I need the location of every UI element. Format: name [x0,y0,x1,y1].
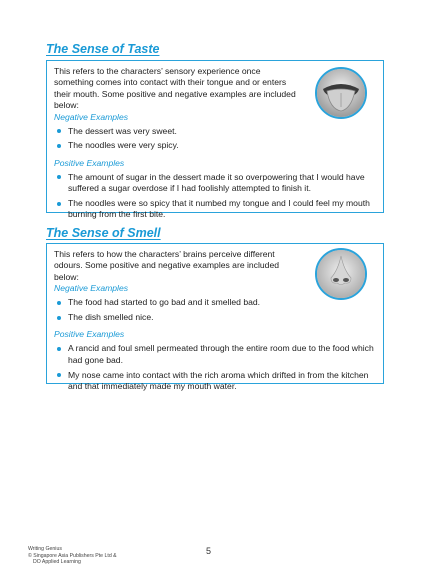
bullet-icon [57,301,61,305]
bullet-icon [57,316,61,320]
list-item: The amount of sugar in the dessert made it so overpowering that I would have suffered a sugar overdose if I had foolishly attempted to finish it. [54,172,377,195]
taste-intro: This refers to the characters’ sensory experience once something comes into contact with their tongue and or enters their mouth. Some positive and negative examples are included below: [54,66,296,111]
taste-title: The Sense of Taste [46,42,160,56]
list-item: The dessert was very sweet. [54,126,377,137]
bullet-icon [57,202,61,206]
smell-positive-list [54,343,377,392]
list-item: The food had started to go bad and it smelled bad. [54,297,377,308]
smell-negative-list [54,297,377,323]
nose-photo [315,248,367,300]
smell-title: The Sense of Smell [46,226,161,240]
taste-positive-list [54,172,377,221]
page-number: 5 [206,546,212,556]
list-item: A rancid and foul smell permeated through the entire room due to the food which had gone bad. [54,343,377,366]
list-item: The noodles were very spicy. [54,140,377,151]
taste-positive-heading: Positive Examples [54,157,125,168]
taste-negative-heading: Negative Examples [54,111,129,122]
bullet-icon [57,347,61,351]
bullet-icon [57,144,61,148]
list-item: The dish smelled nice. [54,312,377,323]
bullet-icon [57,373,61,377]
bullet-icon [57,175,61,179]
smell-positive-heading: Positive Examples [54,329,125,340]
mouth-tongue-icon [317,69,365,117]
list-item: The noodles were so spicy that it numbed my tongue and I could feel my mouth burning from the first bite. [54,198,377,221]
nose-icon [317,250,365,298]
tongue-photo [315,67,367,119]
footer-credit: Writing Genius © Singapore Asia Publishers Pte Ltd & DO Applied Learning [28,546,117,566]
list-item: My nose came into contact with the rich aroma which drifted in from the kitchen and that immediately made my mouth water. [54,370,377,393]
bullet-icon [57,129,61,133]
smell-box [46,243,384,392]
taste-negative-list [54,126,377,152]
smell-negative-heading: Negative Examples [54,283,129,294]
smell-intro: This refers to how the characters’ brains perceive different odours. Some positive and negative examples are included below: [54,249,280,282]
taste-box [46,60,384,220]
